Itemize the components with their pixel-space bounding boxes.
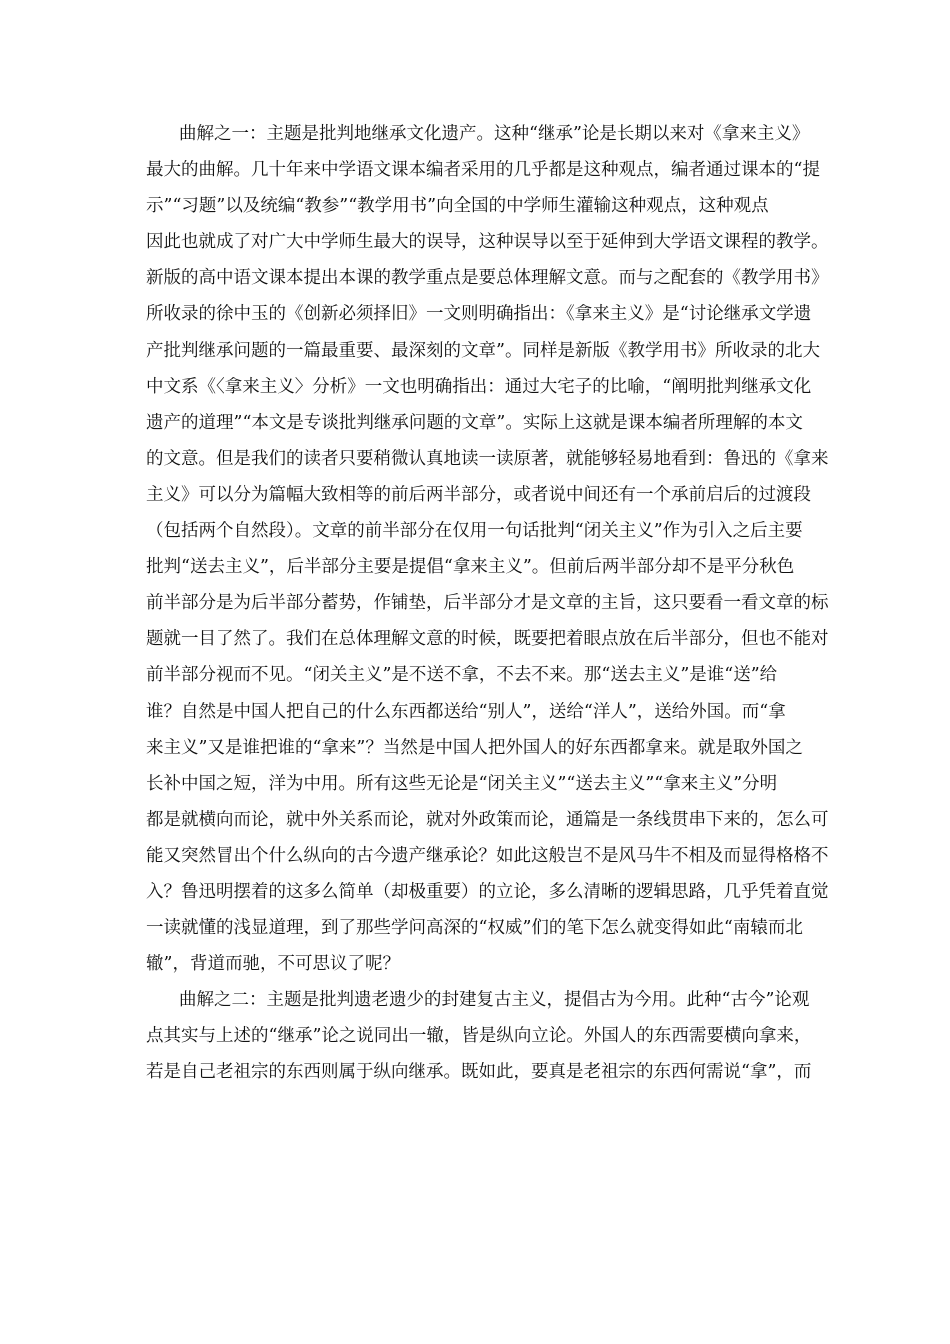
text-line: 能又突然冒出个什么纵向的古今遗产继承论？如此这般岂不是风马牛不相及而显得格格不 — [146, 845, 829, 866]
text-line: 辙”，背道而驰，不可思议了呢？ — [146, 954, 400, 975]
text-line: 中文系《〈拿来主义〉分析》一文也明确指出：通过大宅子的比喻，“阐明批判继承文化 — [146, 376, 812, 397]
text-line: 长补中国之短，洋为中用。所有这些无论是“闭关主义”“送去主义”“拿来主义”分明 — [146, 773, 778, 794]
text-line: 前半部分是为后半部分蓄势，作铺垫，后半部分才是文章的主旨，这只要看一看文章的标 — [146, 593, 829, 614]
text-line: （包括两个自然段）。文章的前半部分在仅用一句话批判“闭关主义”作为引入之后主要 — [146, 521, 803, 542]
text-line: 点其实与上述的“继承”论之说同出一辙，皆是纵向立论。外国人的东西需要横向拿来， — [146, 1026, 812, 1047]
text-line: 谁？自然是中国人把自己的什么东西都送给“别人”，送给“洋人”，送给外国。而“拿 — [146, 701, 786, 722]
text-line: 遗产的道理”“本文是专谈批判继承问题的文章”。实际上这就是课本编者所理解的本文 — [146, 412, 803, 433]
text-line: 最大的曲解。几十年来中学语文课本编者采用的几乎都是这种观点，编者通过课本的“提 — [146, 160, 820, 181]
text-line: 一读就懂的浅显道理，到了那些学问高深的“权威”们的笔下怎么就变得如此“南辕而北 — [146, 918, 803, 939]
text-line: 入？鲁迅明摆着的这多么简单（却极重要）的立论，多么清晰的逻辑思路，几乎凭着直觉 — [146, 881, 829, 902]
text-line: 批判“送去主义”，后半部分主要是提倡“拿来主义”。但前后两半部分却不是平分秋色 — [146, 557, 795, 578]
text-line: 所收录的徐中玉的《创新必须择旧》一文则明确指出：《拿来主义》是“讨论继承文学遗 — [146, 304, 812, 325]
paragraph-first-line: 曲解之二：主题是批判遗老遗少的封建复古主义，提倡古为今用。此种“古今”论观 — [179, 990, 810, 1011]
article-body — [146, 116, 829, 1091]
text-line: 产批判继承问题的一篇最重要、最深刻的文章”。同样是新版《教学用书》所收录的北大 — [146, 340, 820, 361]
text-line: 来主义”又是谁把谁的“拿来”？当然是中国人把外国人的好东西都拿来。就是取外国之 — [146, 737, 803, 758]
text-line: 若是自己老祖宗的东西则属于纵向继承。既如此，要真是老祖宗的东西何需说“拿”，而 — [146, 1062, 812, 1083]
text-line: 示”“习题”以及统编“教参”“教学用书”向全国的中学师生灌输这种观点，这种观点 — [146, 196, 769, 217]
text-line: 的文意。但是我们的读者只要稍微认真地读一读原著，就能够轻易地看到：鲁迅的《拿来 — [146, 448, 829, 469]
text-line: 题就一目了然了。我们在总体理解文意的时候，既要把着眼点放在后半部分，但也不能对 — [146, 629, 829, 650]
paragraph-first-line: 曲解之一：主题是批判地继承文化遗产。这种“继承”论是长期以来对《拿来主义》 — [179, 124, 810, 144]
text-line: 新版的高中语文课本提出本课的教学重点是要总体理解文意。而与之配套的《教学用书》 — [146, 268, 829, 289]
text-line: 都是就横向而论，就中外关系而论，就对外政策而论，通篇是一条线贯串下来的，怎么可 — [146, 809, 829, 830]
text-line: 主义》可以分为篇幅大致相等的前后两半部分，或者说中间还有一个承前启后的过渡段 — [146, 484, 811, 505]
text-line: 因此也就成了对广大中学师生最大的误导，这种误导以至于延伸到大学语文课程的教学。 — [146, 232, 829, 253]
text-line: 前半部分视而不见。“闭关主义”是不送不拿，不去不来。那“送去主义”是谁“送”给 — [146, 665, 778, 686]
